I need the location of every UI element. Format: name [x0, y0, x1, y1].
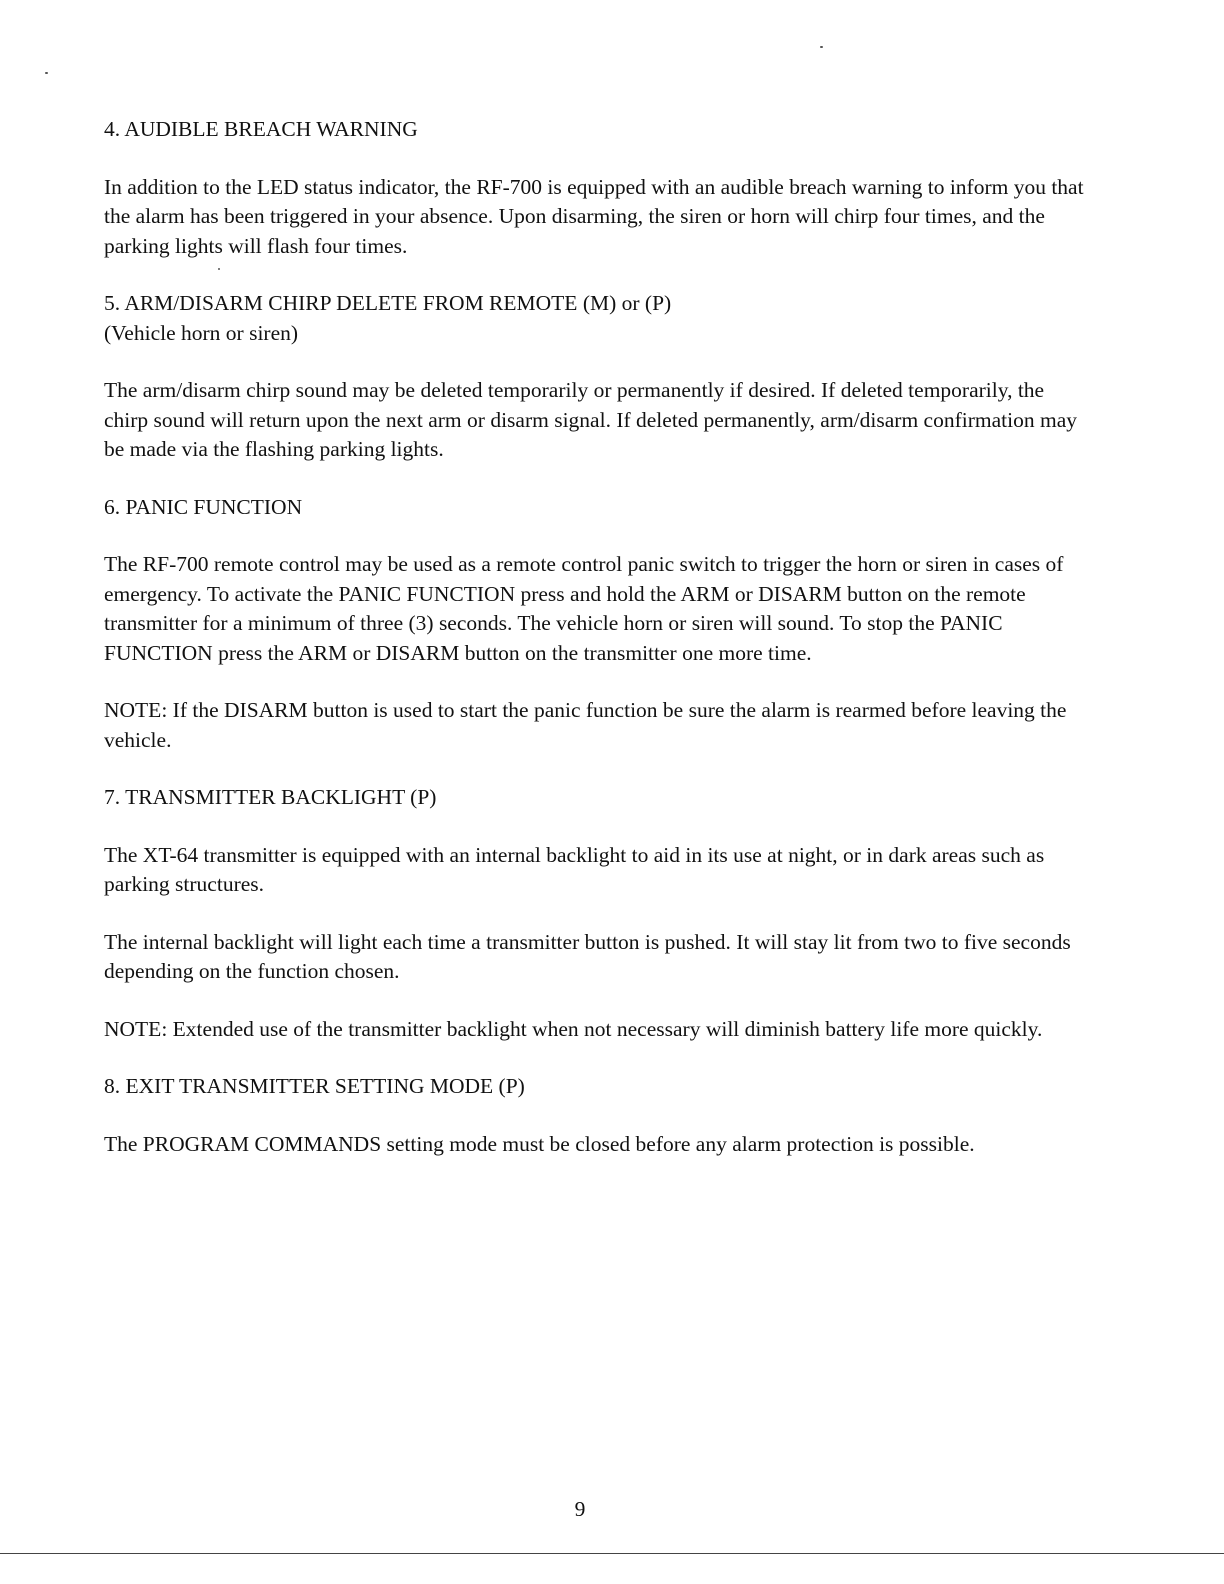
section-paragraph: In addition to the LED status indicator, the RF-700 is equipped with an audible breach warning to inform you that the alarm has been triggered in your absence. Upon disarming, the siren or horn will chirp four times, and the parking lights will flash four times. — [104, 174, 1084, 258]
scan-speck — [820, 46, 823, 48]
bottom-rule — [0, 1553, 1224, 1554]
note-paragraph: NOTE: If the DISARM button is used to start the panic function be sure the alarm is rearmed before leaving the vehicle. — [104, 698, 1067, 752]
scan-speck — [218, 268, 220, 270]
section-heading: 6. PANIC FUNCTION — [104, 494, 303, 519]
section-paragraph: The arm/disarm chirp sound may be deleted temporarily or permanently if desired. If deleted temporarily, the chirp sound will return upon the next arm or disarm signal. If deleted permanently, arm/disarm confirmation may be made via the flashing parking lights. — [104, 378, 1078, 461]
section-subheading: (Vehicle horn or siren) — [104, 320, 299, 345]
section-heading: 4. AUDIBLE BREACH WARNING — [104, 117, 418, 141]
section-panic-function — [104, 493, 1084, 756]
section-heading: 5. ARM/DISARM CHIRP DELETE FROM REMOTE (M) or (P) — [104, 291, 672, 315]
section-arm-disarm-chirp-delete — [104, 289, 1084, 465]
scan-speck — [45, 72, 48, 74]
section-paragraph: The XT-64 transmitter is equipped with an internal backlight to aid in its use at night, or in dark areas such as parking structures. — [104, 842, 1045, 896]
page-number: 9 — [574, 1497, 586, 1521]
section-exit-transmitter-setting-mode — [104, 1072, 1084, 1159]
note-paragraph: NOTE: Extended use of the transmitter backlight when not necessary will diminish battery life more quickly. — [104, 1016, 1043, 1041]
section-paragraph: The PROGRAM COMMANDS setting mode must be closed before any alarm protection is possible. — [104, 1131, 975, 1156]
section-audible-breach-warning — [104, 115, 1084, 261]
section-heading: 8. EXIT TRANSMITTER SETTING MODE (P) — [104, 1074, 525, 1098]
section-heading: 7. TRANSMITTER BACKLIGHT (P) — [104, 785, 437, 809]
document-body — [104, 115, 1084, 1187]
section-paragraph: The internal backlight will light each time a transmitter button is pushed. It will stay lit from two to five seconds depending on the function chosen. — [104, 929, 1071, 983]
section-transmitter-backlight — [104, 783, 1084, 1044]
section-paragraph: The RF-700 remote control may be used as a remote control panic switch to trigger the horn or siren in cases of emergency. To activate the PANIC FUNCTION press and hold the ARM or DISARM button on the remote transmitter for a minimum of three (3) seconds. The vehicle horn or siren will sound. To stop the PANIC FUNCTION press the ARM or DISARM button on the transmitter one more time. — [104, 552, 1064, 665]
section-heading-block — [104, 289, 1084, 348]
